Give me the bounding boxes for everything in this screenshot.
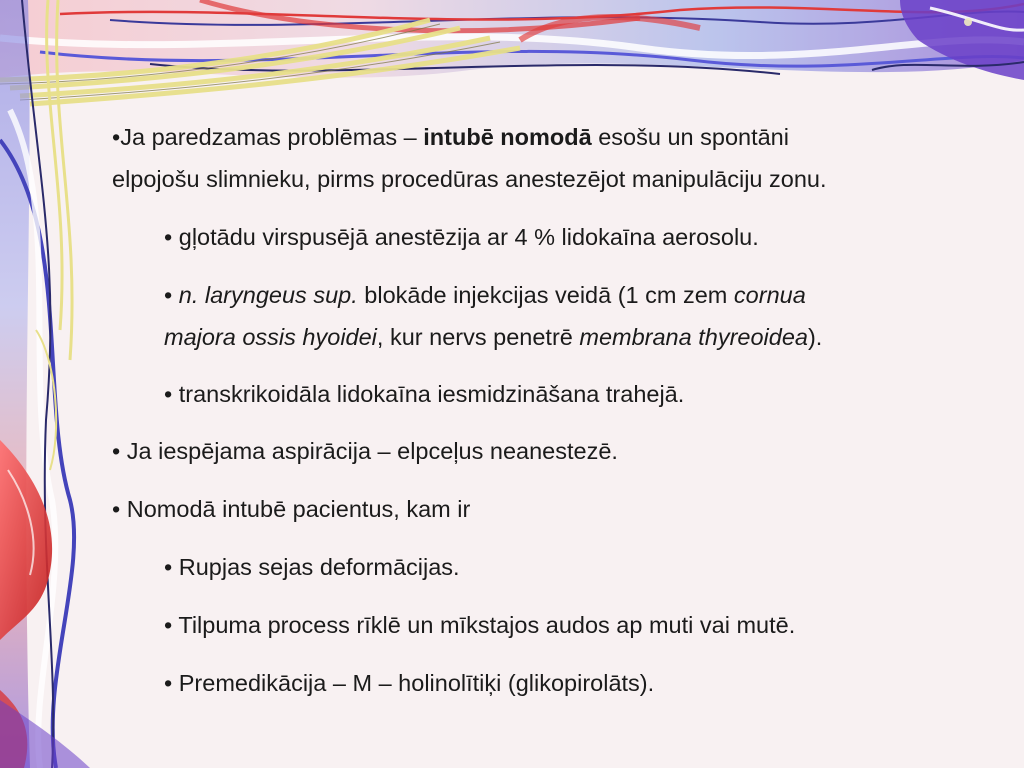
text-run: • Tilpuma process rīklē un mīkstajos audos ap muti vai mutē. bbox=[164, 612, 796, 638]
text-run: • Rupjas sejas deformācijas. bbox=[164, 554, 460, 580]
bullet-3-line-2 bbox=[164, 320, 822, 354]
text-run: cornua bbox=[733, 282, 806, 308]
bullet-1-line-1 bbox=[112, 120, 789, 154]
bullet-6-line-1 bbox=[112, 492, 470, 526]
bullet-5-line-1 bbox=[112, 434, 618, 468]
text-run: blokāde injekcijas veidā (1 cm zem bbox=[357, 282, 734, 308]
bullet-3-line-1 bbox=[164, 278, 806, 312]
bullet-7-line-1 bbox=[164, 550, 460, 584]
text-run: n. laryngeus sup. bbox=[178, 282, 358, 308]
bullet-4-line-1 bbox=[164, 377, 684, 411]
text-run: • Nomodā intubē pacientus, kam ir bbox=[112, 496, 471, 522]
text-run: • Premedikācija – M – holinolītiķi (glikopirolāts). bbox=[164, 670, 655, 696]
bullet-1-line-2 bbox=[112, 162, 827, 196]
text-run: majora ossis hyoidei bbox=[164, 324, 377, 350]
text-run: • Ja iespējama aspirācija – elpceļus neanestezē. bbox=[112, 438, 618, 464]
text-run: ). bbox=[807, 324, 823, 350]
text-run: • gļotādu virspusējā anestēzija ar 4 % lidokaīna aerosolu. bbox=[164, 224, 759, 250]
bullet-9-line-1 bbox=[164, 666, 654, 700]
text-run: elpojošu slimnieku, pirms procedūras anestezējot manipulāciju zonu. bbox=[112, 166, 827, 192]
text-run: membrana thyreoidea bbox=[579, 324, 808, 350]
text-run: • transkrikoidāla lidokaīna iesmidzināšana trahejā. bbox=[164, 381, 685, 407]
text-run: •Ja paredzamas problēmas – bbox=[112, 124, 424, 150]
text-run: • bbox=[164, 282, 179, 308]
bullet-2-line-1 bbox=[164, 220, 759, 254]
text-run: , kur nervs penetrē bbox=[376, 324, 580, 350]
text-run: esošu un spontāni bbox=[591, 124, 789, 150]
text-run: intubē nomodā bbox=[423, 124, 592, 150]
bullet-8-line-1 bbox=[164, 608, 795, 642]
